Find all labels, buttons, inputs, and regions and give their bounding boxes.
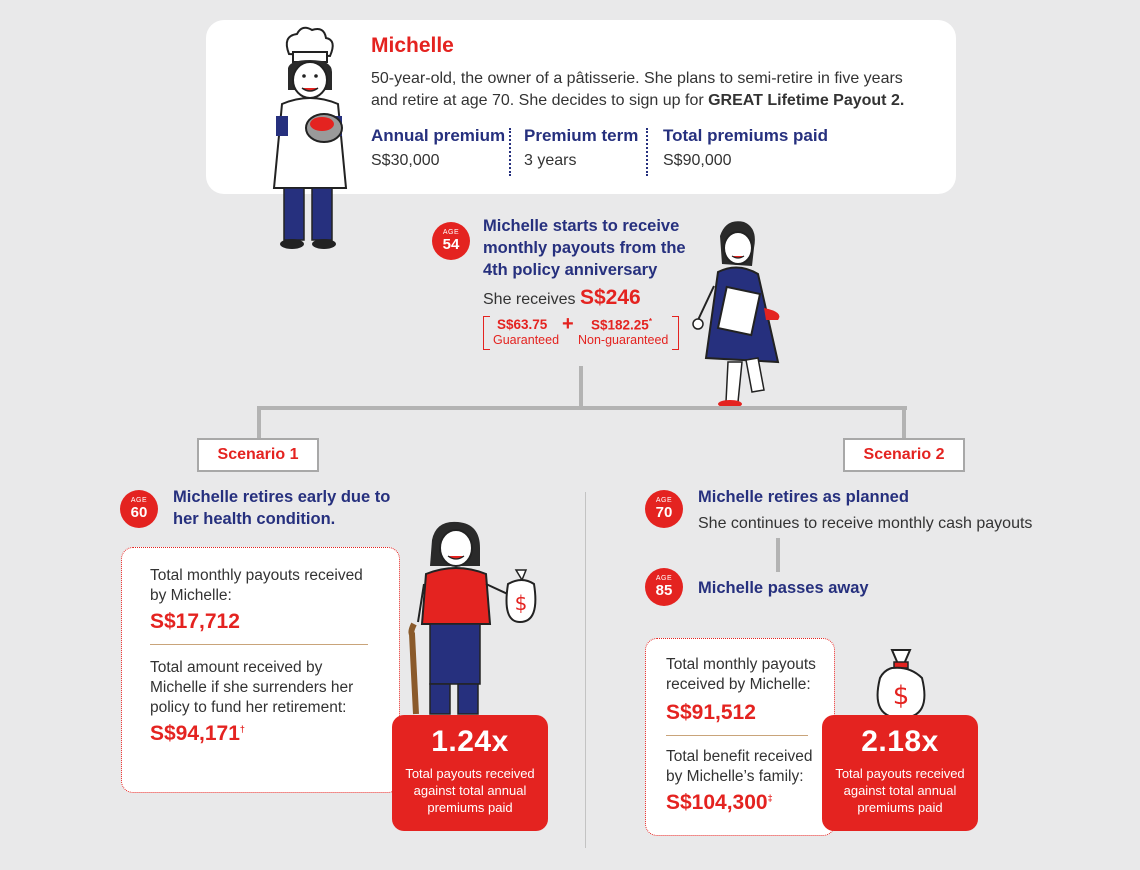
benefit-label [666, 747, 812, 787]
age-number: 54 [442, 236, 460, 253]
benefit-footnote-mark: ‡ [767, 793, 773, 803]
shopper-illustration [692, 216, 792, 412]
money-bag-icon [507, 570, 536, 622]
label-line: Michelle if she surrenders her [150, 679, 354, 696]
receives-amount: S$246 [579, 286, 641, 309]
heading-line: Michelle starts to receive [483, 217, 680, 235]
age-label: AGE [442, 229, 460, 236]
description-line-1: 50-year-old, the owner of a pâtisserie. She plans to semi-retire in five years [371, 70, 903, 87]
caption-line: Total payouts received [405, 766, 535, 781]
money-bag-icon [870, 646, 932, 722]
chef-illustration [262, 24, 357, 254]
stat-label: Annual premium [371, 126, 506, 145]
surrender-label [150, 658, 353, 718]
label-line: Total monthly payouts [666, 656, 816, 673]
tree-branch [257, 406, 907, 410]
svg-text:$: $ [514, 591, 528, 615]
multiplier-caption [392, 765, 548, 816]
label-line: by Michelle: [150, 587, 232, 604]
bracket-left [483, 316, 490, 350]
benefit-value: S$104,300 [666, 791, 768, 814]
nonguaranteed-label: Non-guaranteed [578, 333, 669, 347]
age-badge-70 [645, 490, 683, 528]
nonguaranteed-footnote-mark: * [648, 317, 652, 326]
stat-divider [509, 128, 511, 176]
age-label: AGE [130, 497, 148, 504]
scenario-1-heading [173, 486, 390, 530]
age-badge-54 [432, 222, 470, 260]
caption-line: premiums paid [857, 800, 943, 815]
profile-description [371, 68, 911, 112]
caption-line: premiums paid [427, 800, 513, 815]
retires-as-planned-heading: Michelle retires as planned [698, 488, 909, 506]
surrender-amount [150, 722, 245, 746]
nonguaranteed-value: S$182.25 [591, 317, 649, 333]
tree-stem [579, 366, 583, 410]
svg-text:$: $ [892, 681, 910, 711]
heading-line: 4th policy anniversary [483, 261, 658, 279]
scenario-2-multiplier-box [822, 715, 978, 831]
card-divider [150, 644, 368, 645]
stat-label: Total premiums paid [663, 126, 828, 145]
surrender-value: S$94,171 [150, 722, 240, 745]
caption-line: Total payouts received [835, 766, 965, 781]
age-badge-60 [120, 490, 158, 528]
heading-line: Michelle retires early due to [173, 488, 391, 506]
plus-sign: + [562, 313, 574, 335]
scenario-1-summary-card [121, 547, 400, 793]
age-label: AGE [655, 497, 673, 504]
caption-line: against total annual [843, 783, 957, 798]
payouts-amount: S$17,712 [150, 610, 240, 633]
benefit-amount [666, 791, 773, 815]
continues-payouts-text: She continues to receive monthly cash payouts [698, 515, 1033, 532]
card-divider [666, 735, 808, 736]
receives-prefix: She receives [483, 291, 576, 308]
tree-branch-right [902, 406, 906, 440]
profile-name: Michelle [371, 34, 454, 57]
label-line: by Michelle’s family: [666, 768, 804, 785]
stat-divider [646, 128, 648, 176]
heading-line: her health condition. [173, 510, 336, 528]
stat-premium-term [524, 126, 638, 170]
multiplier-value: 1.24x [431, 725, 509, 758]
label-line: Total benefit received [666, 748, 813, 765]
scenario-2-pill: Scenario 2 [843, 438, 965, 472]
payouts-label [150, 566, 363, 606]
payouts-amount: S$91,512 [666, 701, 756, 724]
elder-with-cane-illustration [400, 514, 550, 726]
scenario-2-summary-card [645, 638, 835, 836]
age-badge-85 [645, 568, 683, 606]
tree-branch-left [257, 406, 261, 440]
label-line: Total amount received by [150, 659, 323, 676]
scenario-2-connector [776, 538, 780, 572]
age-number: 85 [655, 582, 673, 599]
stat-label: Premium term [524, 126, 639, 145]
stat-value: S$90,000 [663, 152, 732, 169]
multiplier-caption [822, 765, 978, 816]
age-number: 60 [130, 504, 148, 521]
stat-value: 3 years [524, 152, 577, 169]
label-line: policy to fund her retirement: [150, 699, 347, 716]
caption-line: against total annual [413, 783, 527, 798]
payout-start-heading [483, 215, 686, 281]
heading-line: monthly payouts from the [483, 239, 686, 257]
receives-line [483, 286, 641, 310]
guaranteed-label: Guaranteed [493, 333, 560, 347]
payout-breakdown [483, 313, 679, 350]
age-label: AGE [655, 575, 673, 582]
stat-value: S$30,000 [371, 152, 440, 169]
scenario-1-pill: Scenario 1 [197, 438, 319, 472]
passes-away-heading: Michelle passes away [698, 579, 869, 597]
plan-name: GREAT Lifetime Payout 2. [708, 92, 905, 109]
payouts-label [666, 655, 816, 695]
description-line-2: and retire at age 70. She decides to sign up for [371, 92, 709, 109]
scenario-1-multiplier-box [392, 715, 548, 831]
stat-annual-premium [371, 126, 505, 170]
nonguaranteed-amount [591, 317, 652, 333]
guaranteed-amount: S$63.75 [497, 317, 548, 332]
surrender-footnote-mark: † [239, 724, 245, 734]
scenario-separator [585, 492, 586, 848]
stat-total-premiums [663, 126, 828, 170]
label-line: Total monthly payouts received [150, 567, 363, 584]
label-line: received by Michelle: [666, 676, 811, 693]
multiplier-value: 2.18x [861, 725, 939, 758]
age-number: 70 [655, 504, 673, 521]
bracket-right [672, 316, 679, 350]
